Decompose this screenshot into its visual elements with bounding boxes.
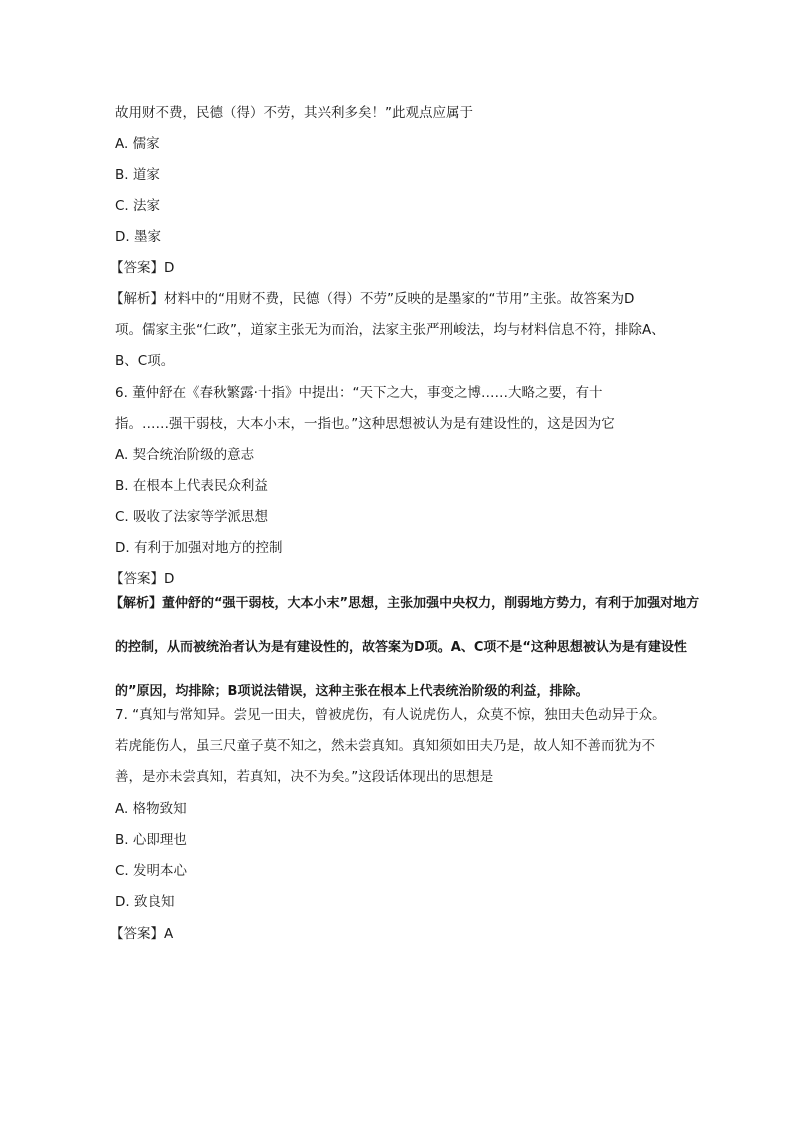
- q6-stem-line-2: 指。……强干弱枝，大本小末，一指也。”这种思想被认为是有建设性的，这是因为它: [115, 416, 615, 432]
- q5-answer: 【答案】D: [110, 260, 175, 276]
- q5-option-d: D. 墨家: [115, 229, 161, 245]
- q6-option-b: B. 在根本上代表民众利益: [115, 478, 268, 494]
- q5-option-a: A. 儒家: [115, 136, 160, 152]
- q7-stem-line-2: 若虎能伤人，虽三尺童子莫不知之，然未尝真知。真知须如田夫乃是，故人知不善而犹为不: [115, 738, 655, 754]
- q5-analysis-line-2: 项。儒家主张“仁政”，道家主张无为而治，法家主张严刑峻法，均与材料信息不符，排除A、: [115, 322, 665, 338]
- q6-option-a: A. 契合统治阶级的意志: [115, 447, 255, 463]
- q5-option-b: B. 道家: [115, 167, 160, 183]
- q6-analysis-line-3: 的”原因，均排除；B项说法错误，这种主张在根本上代表统治阶级的利益，排除。: [115, 684, 589, 699]
- q7-option-b: B. 心即理也: [115, 832, 187, 848]
- q7-stem-line-3: 善，是亦未尝真知，若真知，决不为矣。”这段话体现出的思想是: [115, 769, 494, 785]
- q6-analysis-line-2: 的控制，从而被统治者认为是有建设性的，故答案为D项。A、C项不是“这种思想被认为是有建设性: [115, 640, 687, 655]
- q6-option-d: D. 有利于加强对地方的控制: [115, 540, 283, 556]
- q6-answer: 【答案】D: [110, 571, 175, 587]
- q6-stem-line-1: 6. 董仲舒在《春秋繁露·十指》中提出：“天下之大，事变之博……大略之要，有十: [115, 385, 603, 401]
- q7-option-d: D. 致良知: [115, 894, 175, 910]
- q5-analysis-line-1: 【解析】材料中的“用财不费，民德（得）不劳”反映的是墨家的“节用”主张。故答案为D: [110, 291, 635, 307]
- q6-analysis-line-1: 【解析】董仲舒的“强干弱枝，大本小末”思想，主张加强中央权力，削弱地方势力，有利于加强对地方: [110, 596, 700, 611]
- q7-option-a: A. 格物致知: [115, 801, 187, 817]
- q7-option-c: C. 发明本心: [115, 863, 188, 879]
- q5-analysis-line-3: B、C项。: [115, 353, 175, 369]
- q7-answer: 【答案】A: [110, 926, 174, 942]
- q6-option-c: C. 吸收了法家等学派思想: [115, 509, 269, 525]
- q5-option-c: C. 法家: [115, 198, 161, 214]
- q7-stem-line-1: 7. “真知与常知异。尝见一田夫，曾被虎伤，有人说虎伤人，众莫不惊，独田夫色动异于众。: [115, 707, 666, 723]
- q5-stem-end: 故用财不费，民德（得）不劳，其兴利多矣！”此观点应属于: [115, 105, 473, 121]
